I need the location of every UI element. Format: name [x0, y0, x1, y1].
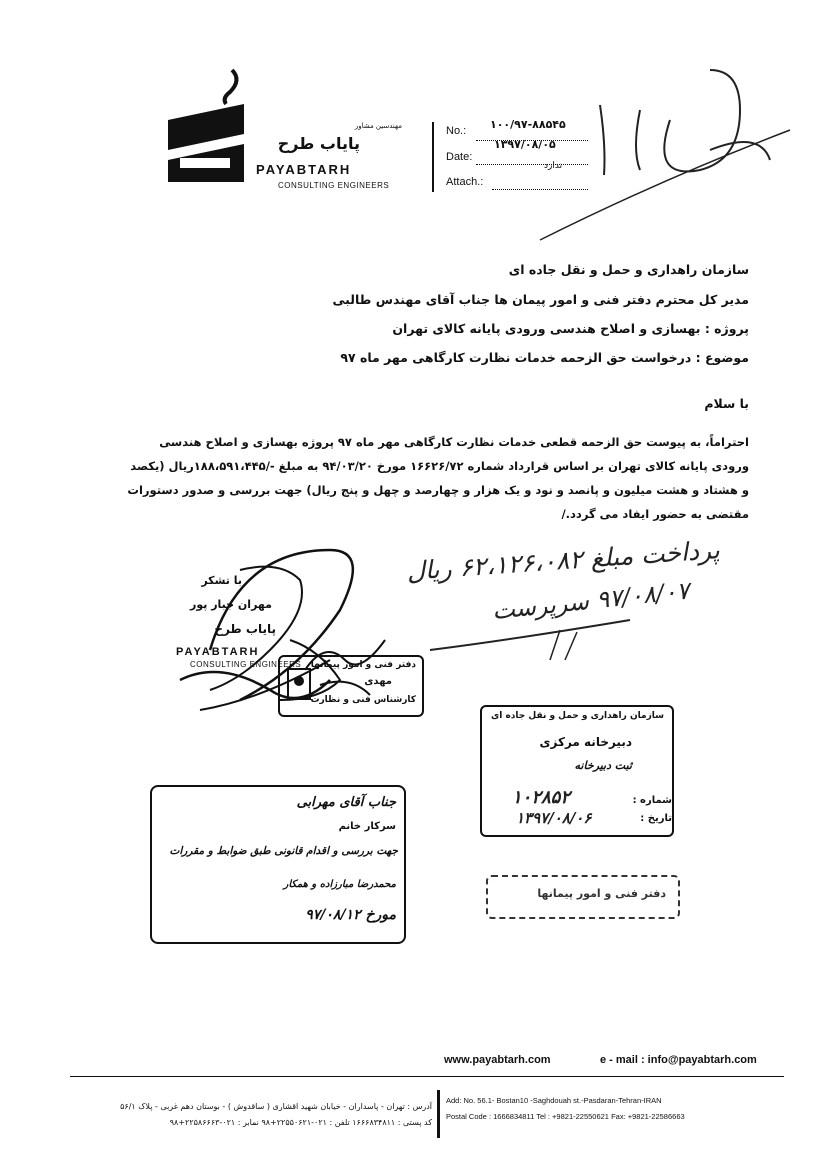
handwriting-strokes [420, 590, 720, 680]
footer-postal-en: Postal Code : 1666834811 Tel : +9821-22550621 Fax: +9821-22586663 [446, 1112, 685, 1121]
signature-name: مهران جبار پور [190, 598, 272, 611]
recipient-org: سازمان راهداری و حمل و نقل جاده ای [508, 262, 749, 277]
body-paragraph: احتراماً، به پیوست حق الزحمه قطعی خدمات نظارت کارگاهی مهر ماه ۹۷ پروژه بهسازی و اصلاح هندسی ورودی پایانه کالای تهران بر اساس قرارداد شماره ۱۶۶۲۶/۷۲ مورخ ۹۴/۰۳/۲۰ به مبلغ -/۱۸۸،۵۹۱،۴۴۵ریال (یکصد و هشتاد و هشت میلیون و پانصد و نود و یک هزار و چهارصد و چهل و پنج ریال) جهت بررسی و صدور دستورات مقتضی به حضور ایفاد می گردد./ [127, 435, 749, 521]
signature-thanks: با تشکر [201, 574, 242, 587]
logo-english: PAYABTARH [256, 162, 352, 177]
top-scribble [520, 40, 800, 250]
signature-firm-sub: CONSULTING ENGINEERS [190, 660, 302, 669]
footer-email: e - mail : info@payabtarh.com [600, 1054, 757, 1066]
project-line: پروژه : بهسازی و اصلاح هندسی ورودی پایانه کالای تهران [392, 321, 749, 336]
logo-persian: پایاب طرح [277, 134, 360, 153]
recipient-addressee: مدیر کل محترم دفتر فنی و امور پیمان ها جناب آقای مهندس طالبی [332, 292, 749, 307]
meta-divider [432, 122, 434, 192]
referral-stamp [150, 785, 406, 944]
handwritten-payment-note: پرداخت مبلغ ۶۲،۱۲۶،۰۸۲ ریال [405, 535, 721, 586]
date-note: ندارد [544, 161, 563, 171]
registry-date-value: ۱۳۹۷/۰۸/۰۶ [516, 809, 592, 827]
referral-line5: مورخ ۹۷/۰۸/۱۲ [305, 907, 396, 923]
handwritten-date-note: ۹۷/۰۸/۰۷ سرپرست [490, 576, 691, 626]
registry-number-label: شماره : [632, 795, 672, 806]
small-stamp-text: دفتر فنی و امور پیمانها [537, 887, 666, 900]
logo-small-text: مهندسین مشاور [354, 122, 402, 130]
signature-firm-fa: پایاب طرح [214, 622, 276, 636]
registry-stamp [480, 705, 674, 837]
registry-stamp-line1: سازمان راهداری و حمل و نقل جاده ای [491, 711, 664, 721]
footer-contact-fa: کد پستی : ۱۶۶۶۸۳۴۸۱۱ تلفن : ۰۲۱-۲۲۵۵۰۶۲۱+۹۸ نمابر : ۰۲۱-۲۲۵۸۶۶۶۳+۹۸ [169, 1118, 432, 1127]
footer-divider [437, 1090, 440, 1138]
no-label: No.: [446, 125, 467, 137]
office-stamp-scribble [300, 630, 390, 700]
small-stamp [486, 875, 680, 919]
logo-icon [160, 60, 250, 190]
subject-line: موضوع : درخواست حق الزحمه خدمات نظارت کارگاهی مهر ماه ۹۷ [340, 350, 749, 365]
greeting: با سلام [704, 396, 749, 411]
registry-number-value: ۱۰۲۸۵۲ [512, 787, 571, 808]
letterhead-logo [160, 60, 410, 195]
date-label: Date: [446, 151, 473, 163]
no-value: ۱۰۰/۹۷-۸۸۵۴۵ [490, 118, 566, 131]
referral-line3: جهت بررسی و اقدام قانونی طبق ضوابط و مقررات [169, 845, 398, 857]
signature-firm-en: PAYABTARH [176, 646, 260, 658]
referral-line2: سرکار خانم [338, 821, 396, 832]
footer-website: www.payabtarh.com [444, 1054, 551, 1066]
footer-address-fa: آدرس : تهران - پاسداران - خیابان شهید اقشاری ( ساقدوش ) - بوستان دهم غربی - پلاک ۵۶/۱ [120, 1102, 432, 1111]
office-stamp-line1: دفتر فنی و امور پیمانها [310, 660, 416, 670]
footer-rule [70, 1076, 784, 1077]
attach-label: Attach.: [446, 176, 484, 188]
date-value: ۱۳۹۷/۰۸/۰۵ [494, 138, 556, 151]
registry-stamp-line2: دبیرخانه مرکزی [539, 735, 632, 749]
registry-stamp-line3: ثبت دبیرخانه [574, 759, 632, 772]
footer-address-en: Add: No. 56.1- Bostan10 -Saghdouah st.-Pasdaran-Tehran-IRAN [446, 1096, 662, 1105]
registry-date-label: تاریخ : [640, 813, 672, 824]
logo-subtitle: CONSULTING ENGINEERS [278, 181, 390, 190]
office-stamp-line2: مهدی [364, 676, 392, 687]
referral-line4: محمدرضا مبارزاده و همکار [283, 879, 396, 890]
office-stamp-line3: کارشناس فنی و نظارت [310, 695, 416, 705]
referral-line1: جناب آقای مهرابی [296, 795, 396, 810]
